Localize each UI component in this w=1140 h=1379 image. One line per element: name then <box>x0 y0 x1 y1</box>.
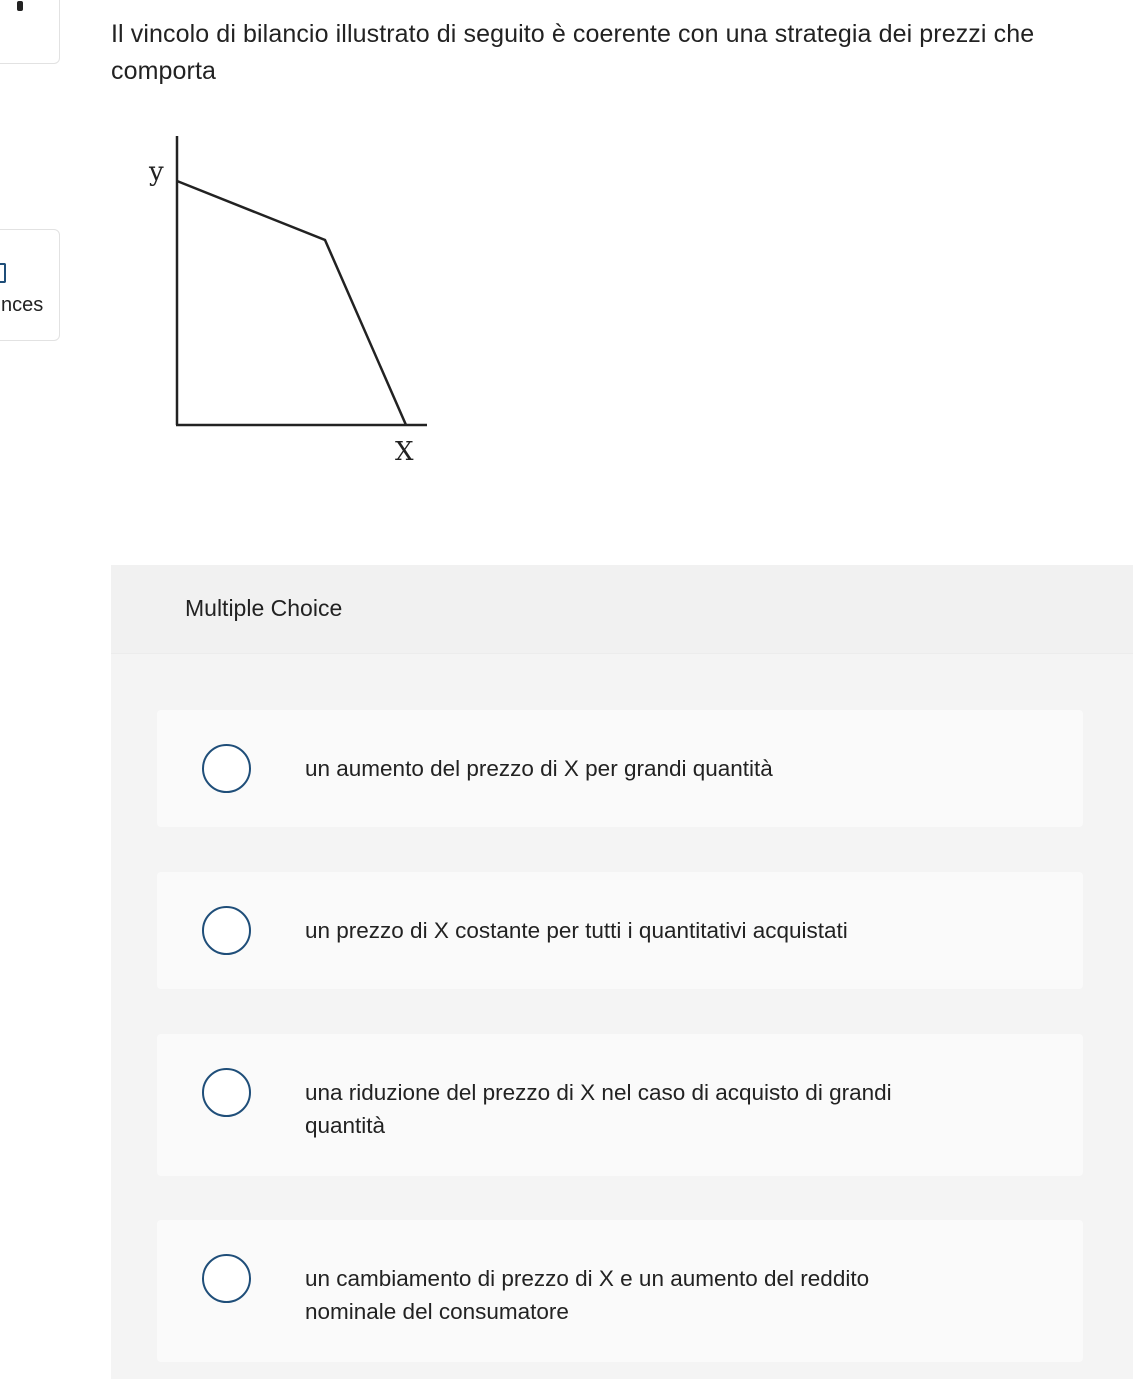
option-label: un prezzo di X costante per tutti i quantitativi acquistati <box>305 918 848 943</box>
option-4[interactable] <box>157 1220 1083 1362</box>
budget-line <box>177 181 406 425</box>
multiple-choice-header: Multiple Choice <box>111 565 1133 654</box>
sidebar-card-icon <box>17 1 23 11</box>
sidebar-card-references[interactable] <box>0 229 60 341</box>
x-axis-label: X <box>395 437 414 467</box>
budget-constraint-figure <box>140 128 440 473</box>
references-icon <box>0 263 6 283</box>
option-2[interactable] <box>157 872 1083 989</box>
radio-button[interactable] <box>202 1254 251 1303</box>
multiple-choice-panel <box>111 565 1133 1379</box>
radio-button[interactable] <box>202 906 251 955</box>
options-list <box>111 654 1133 1379</box>
radio-button[interactable] <box>202 744 251 793</box>
option-label: un aumento del prezzo di X per grandi quantità <box>305 756 773 781</box>
radio-button[interactable] <box>202 1068 251 1117</box>
sidebar-card-label: nces <box>1 294 44 316</box>
sidebar-card-top[interactable] <box>0 0 60 64</box>
option-1[interactable] <box>157 710 1083 827</box>
option-3[interactable] <box>157 1034 1083 1176</box>
budget-constraint-graph <box>140 128 440 473</box>
option-label: un cambiamento di prezzo di X e un aumento del reddito nominale del consumatore <box>305 1266 870 1324</box>
option-label: una riduzione del prezzo di X nel caso di acquisto di grandi quantità <box>305 1080 892 1138</box>
y-axis-label: y <box>149 157 164 187</box>
question-prompt: Il vincolo di bilancio illustrato di seguito è coerente con una strategia dei prezzi che comporta <box>111 20 1035 85</box>
